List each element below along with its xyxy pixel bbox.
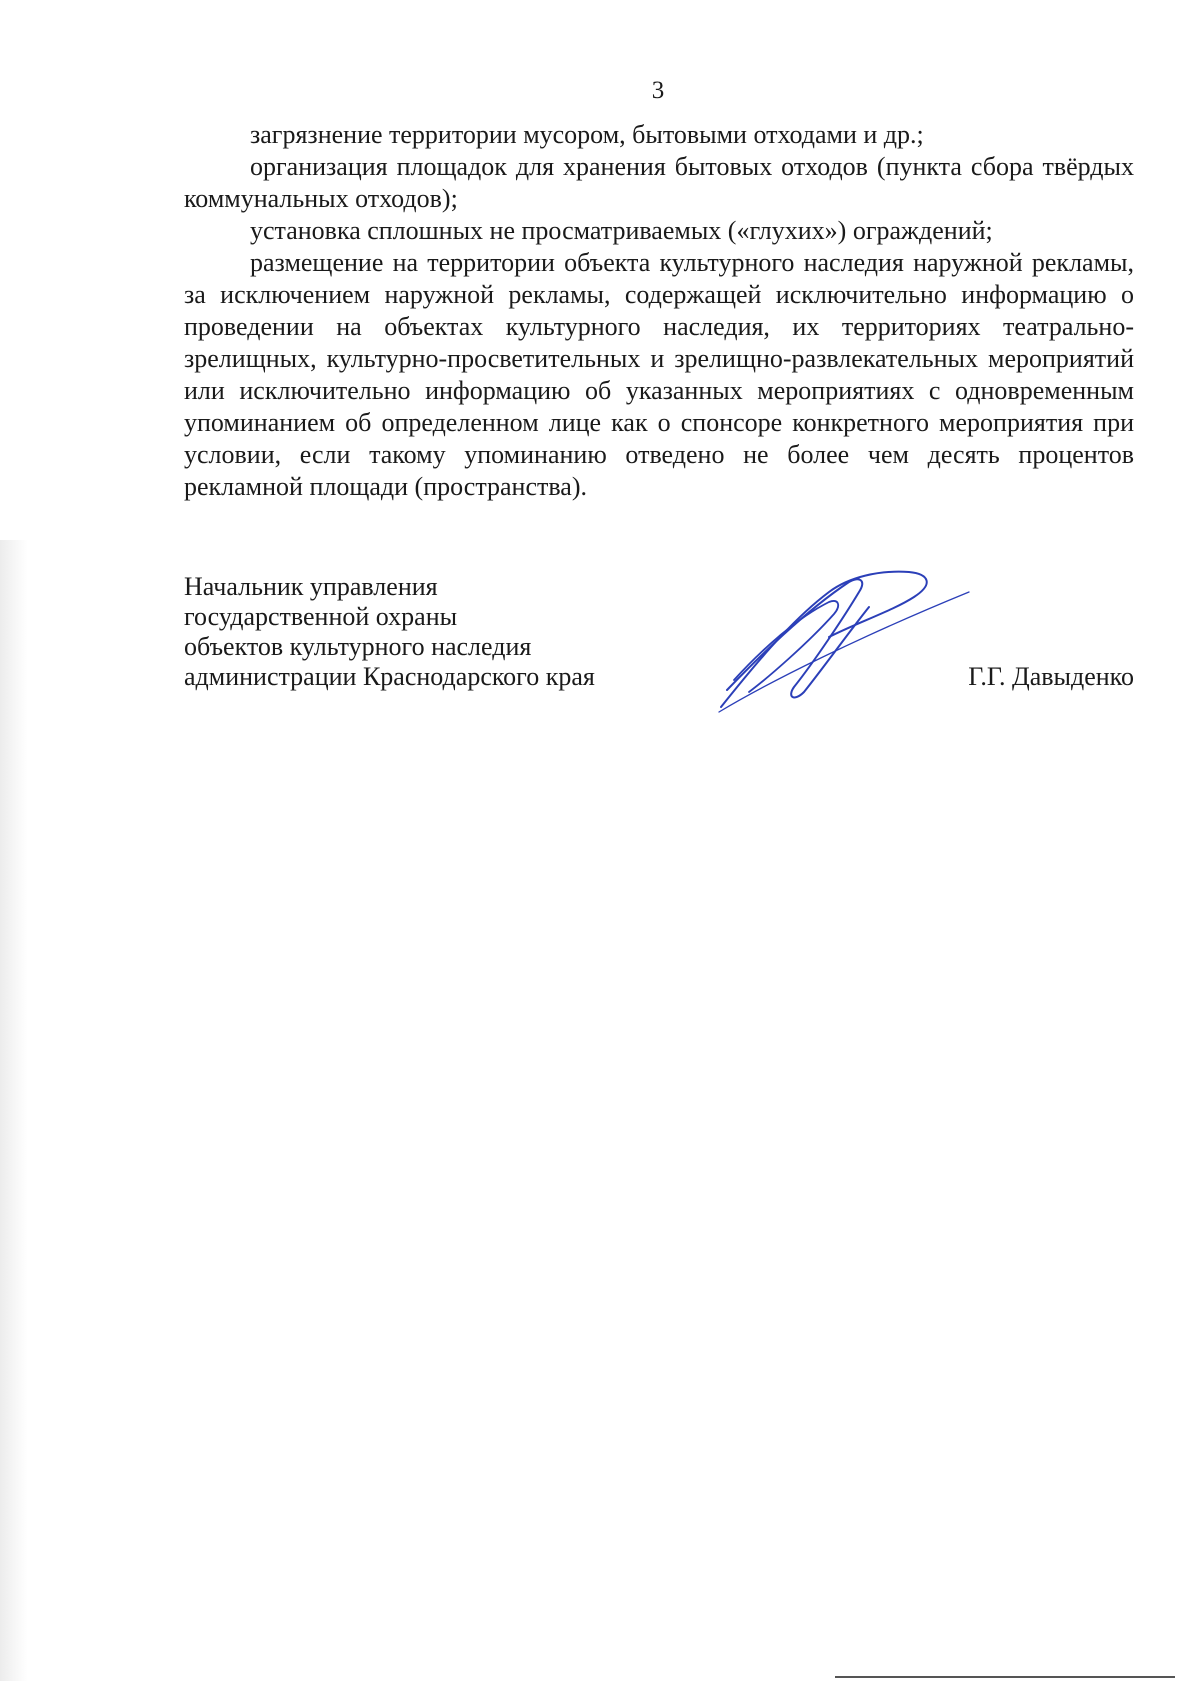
paragraph-advertising: размещение на территории объекта культурного наследия наружной рекламы, за исключением наружной рекламы, содержащей исключительно информацию о проведении на объектах культурного наследия, их территориях театрально-зрелищных, культурно-просветительных и зрелищно-развлекательных мероприятий или исключительно информацию об указанных мероприятиях с одновременным упоминанием об определенном лице как о спонсоре конкретного мероприятия при условии, если такому упоминанию отведено не более чем десять процентов рекламной площади (пространства). — [184, 248, 1134, 501]
position-line: объектов культурного наследия — [184, 632, 532, 661]
position-line: государственной охраны — [184, 602, 458, 631]
signatory-position — [184, 572, 595, 692]
position-line: Начальник управления — [184, 572, 438, 601]
scan-edge-shadow — [0, 540, 28, 1681]
paragraph-fences: установка сплошных не просматриваемых («глухих») ограждений; — [250, 216, 993, 245]
handwritten-signature — [709, 562, 1009, 722]
paragraph-pollution: загрязнение территории мусором, бытовыми отходами и др.; — [250, 120, 924, 149]
scan-bottom-line — [835, 1676, 1175, 1678]
paragraph-waste-sites: организация площадок для хранения бытовых отходов (пункта сбора твёрдых коммунальных отходов); — [184, 152, 1134, 213]
page-number: 3 — [651, 77, 665, 104]
position-line: администрации Краснодарского края — [184, 662, 595, 691]
signatory-name: Г.Г. Давыденко — [968, 662, 1134, 691]
document-body — [184, 119, 1134, 503]
signature-block — [184, 572, 1134, 732]
